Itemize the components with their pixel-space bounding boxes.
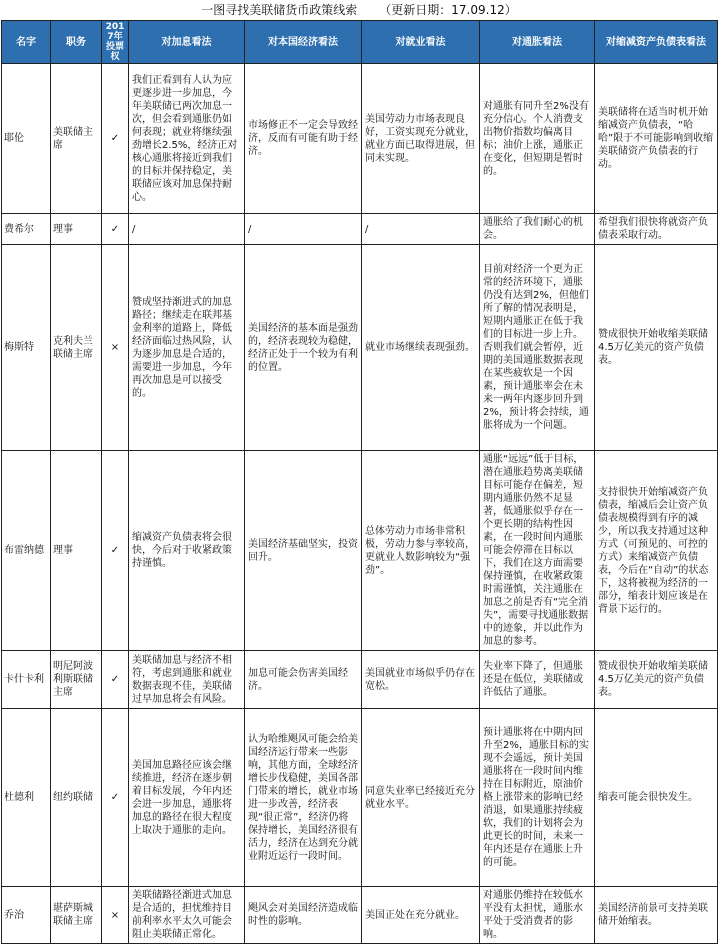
- rate-view: /: [129, 214, 245, 245]
- official-name: 梅斯特: [2, 245, 51, 451]
- header-rate: 对加息看法: [129, 21, 245, 64]
- inflation-view: 对通胀仍维持在较低水平没有太担忧，通胀水平处于受消费者的影响。: [480, 887, 595, 944]
- official-name: 布雷纳德: [2, 451, 51, 651]
- balance-view: 美联储将在适当时机开始缩减资产负债表，“哈哈”限于不可能影响到收缩美联储资产负债表的行动。: [595, 64, 718, 214]
- inflation-view: 预计通胀将在中期内回升至2%，通胀目标的实现不会遥远，预计美国通胀将在一段时间内维持在目标附近，原油价格上涨带来的影响已经消退，如果通胀持续疲软，我们的计划将会为此更长的时间，未来一年内还是存在通胀上升的可能。: [480, 709, 595, 887]
- header-inflation: 对通胀看法: [480, 21, 595, 64]
- official-name: 卡什卡利: [2, 651, 51, 709]
- economy-view: 认为哈维飓风可能会给美国经济运行带来一些影响，其他方面，全球经济增长步伐稳健，美国各部门带来的增长，就业市场进一步改善，经济表现“很正常”，经济仍将保持增长，美国经济很有活力，经济在达到充分就业附近运行一段时间。: [245, 709, 362, 887]
- header-balance: 对缩减资产负债表看法: [595, 21, 718, 64]
- employment-view: 美国劳动力市场表现良好，工资实现充分就业，就业方面已取得进展，但同未实现。: [362, 64, 480, 214]
- economy-view: 美国经济基础坚实，投资回升。: [245, 451, 362, 651]
- official-role: 明尼阿波利斯联储主席: [51, 651, 102, 709]
- employment-view: 美国正处在充分就业。: [362, 887, 480, 944]
- employment-view: 同意失业率已经接近充分就业水平。: [362, 709, 480, 887]
- employment-view: 就业市场继续表现强劲。: [362, 245, 480, 451]
- official-name: 杜德利: [2, 709, 51, 887]
- header-role: 职务: [51, 21, 102, 64]
- table-row: [2, 709, 718, 887]
- balance-view: 赞成很快开始收缩美联储4.5万亿美元的资产负债表。: [595, 651, 718, 709]
- vote-mark: ✓: [102, 709, 129, 887]
- header-name: 名字: [2, 21, 51, 64]
- fed-views-table: [1, 20, 718, 944]
- balance-view: 美国经济前景可支持美联储开始缩表。: [595, 887, 718, 944]
- official-name: 乔治: [2, 887, 51, 944]
- rate-view: 美联储路径渐进式加息是合适的，担忧维持目前利率水平太久可能会阻止美联储正常化。: [129, 887, 245, 944]
- table-row: [2, 651, 718, 709]
- table-row: [2, 245, 718, 451]
- header-economy: 对本国经济看法: [245, 21, 362, 64]
- inflation-view: 通胀给了我们耐心的机会。: [480, 214, 595, 245]
- balance-view: 希望我们很快将就资产负债表采取行动。: [595, 214, 718, 245]
- table-row: [2, 64, 718, 214]
- balance-view: 支持很快开始缩减资产负债表，缩减后会让资产负债表规模得到有序的减少，所以我支持通过这种方式（可预见的、可控的方式）来缩减资产负债表，今后在“自动”的状态下，这将被视为经济的一部分，缩表计划应该是在背景下运行的。: [595, 451, 718, 651]
- vote-mark: ×: [102, 245, 129, 451]
- economy-view: /: [245, 214, 362, 245]
- economy-view: 市场修正不一定会导致经济，反而有可能有助于经济。: [245, 64, 362, 214]
- vote-mark: ✓: [102, 214, 129, 245]
- employment-view: 美国就业市场似乎仍存在宽松。: [362, 651, 480, 709]
- balance-view: 缩表可能会很快发生。: [595, 709, 718, 887]
- vote-mark: ✓: [102, 64, 129, 214]
- page-title: [0, 0, 718, 20]
- rate-view: 美联储加息与经济不相符，考虑到通胀和就业数据表现不佳，美联储过早加息将会有风险。: [129, 651, 245, 709]
- inflation-view: 对通胀有同升至2%没有充分信心。个人消费支出物价指数均偏离目标；油价上涨，通胀正在变化，但短期是暂时的。: [480, 64, 595, 214]
- official-role: 理事: [51, 214, 102, 245]
- vote-mark: ✓: [102, 651, 129, 709]
- balance-view: 赞成很快开始收缩美联储4.5万亿美元的资产负债表。: [595, 245, 718, 451]
- economy-view: 美国经济的基本面是强劲的，经济表现较为稳健，经济正处于一个较为有利的位置。: [245, 245, 362, 451]
- employment-view: 总体劳动力市场非常积极，劳动力参与率较高，更就业人数影响较为“强劲”。: [362, 451, 480, 651]
- inflation-view: 目前对经济一个更为正常的经济环境下，通胀仍没有达到2%，但他们所了解的情况表明是，短期内通胀正在低于我们的目标进一步上升。否则我们就会暂停，近期的美国通胀数据表现在某些疲软是一个因素，预计通胀率会在未来一两年内逐步回升到2%，预计将会持续，通胀将成为一个问题。: [480, 245, 595, 451]
- update-date: （更新日期：17.09.12）: [379, 3, 517, 17]
- official-role: 纽约联储: [51, 709, 102, 887]
- economy-view: 加息可能会伤害美国经济。: [245, 651, 362, 709]
- header-employment: 对就业看法: [362, 21, 480, 64]
- official-role: 克利夫兰联储主席: [51, 245, 102, 451]
- official-role: 理事: [51, 451, 102, 651]
- table-row: [2, 451, 718, 651]
- economy-view: 飓风会对美国经济造成临时性的影响。: [245, 887, 362, 944]
- official-role: 美联储主席: [51, 64, 102, 214]
- official-name: 费希尔: [2, 214, 51, 245]
- vote-mark: ×: [102, 887, 129, 944]
- inflation-view: 失业率下降了，但通胀还是在低位，美联储或许低估了通胀。: [480, 651, 595, 709]
- official-name: 耶伦: [2, 64, 51, 214]
- header-vote: 2017年投票权: [102, 21, 129, 64]
- official-role: 堪萨斯城联储主席: [51, 887, 102, 944]
- rate-view: 缩减资产负债表将会很快，今后对于收紧政策持谨慎。: [129, 451, 245, 651]
- header-row: [2, 21, 718, 64]
- vote-mark: ✓: [102, 451, 129, 651]
- employment-view: /: [362, 214, 480, 245]
- table-row: [2, 214, 718, 245]
- table-row: [2, 887, 718, 944]
- inflation-view: 通胀“远远”低于目标，潜在通胀趋势离美联储目标可能存在偏差，短期内通胀仍然不足显著，低通胀似乎存在一个更长期的结构性因素，在一段时间内通胀可能会停滞在目标以下，我们在这方面需要保持谨慎，在收紧政策时需谨慎，关注通胀在加息之前是否有“完全消失”，需要寻找通胀数据中的迹象，并以此作为加息的参考。: [480, 451, 595, 651]
- rate-view: 美国加息路径应该会继续推进，经济在逐步朝着目标发展，今年内还会进一步加息，通胀将加息的路径在很大程度上取决于通胀的走向。: [129, 709, 245, 887]
- rate-view: 赞成坚持渐进式的加息路径；继续走在联邦基金利率的道路上，降低经济面临过热风险，认为逐步加息是合适的，需要进一步加息，今年再次加息是可以接受的。: [129, 245, 245, 451]
- rate-view: 我们正看到有人认为应更逐步进一步加息，今年美联储已两次加息一次，但会看到通胀仍如何表现；就业将继续强劲增长2.5%，经济正对核心通胀将接近到我们的目标并保持稳定，美联储应该对加息保持耐心。: [129, 64, 245, 214]
- title-text: 一图寻找美联储货币政策线索: [201, 3, 358, 17]
